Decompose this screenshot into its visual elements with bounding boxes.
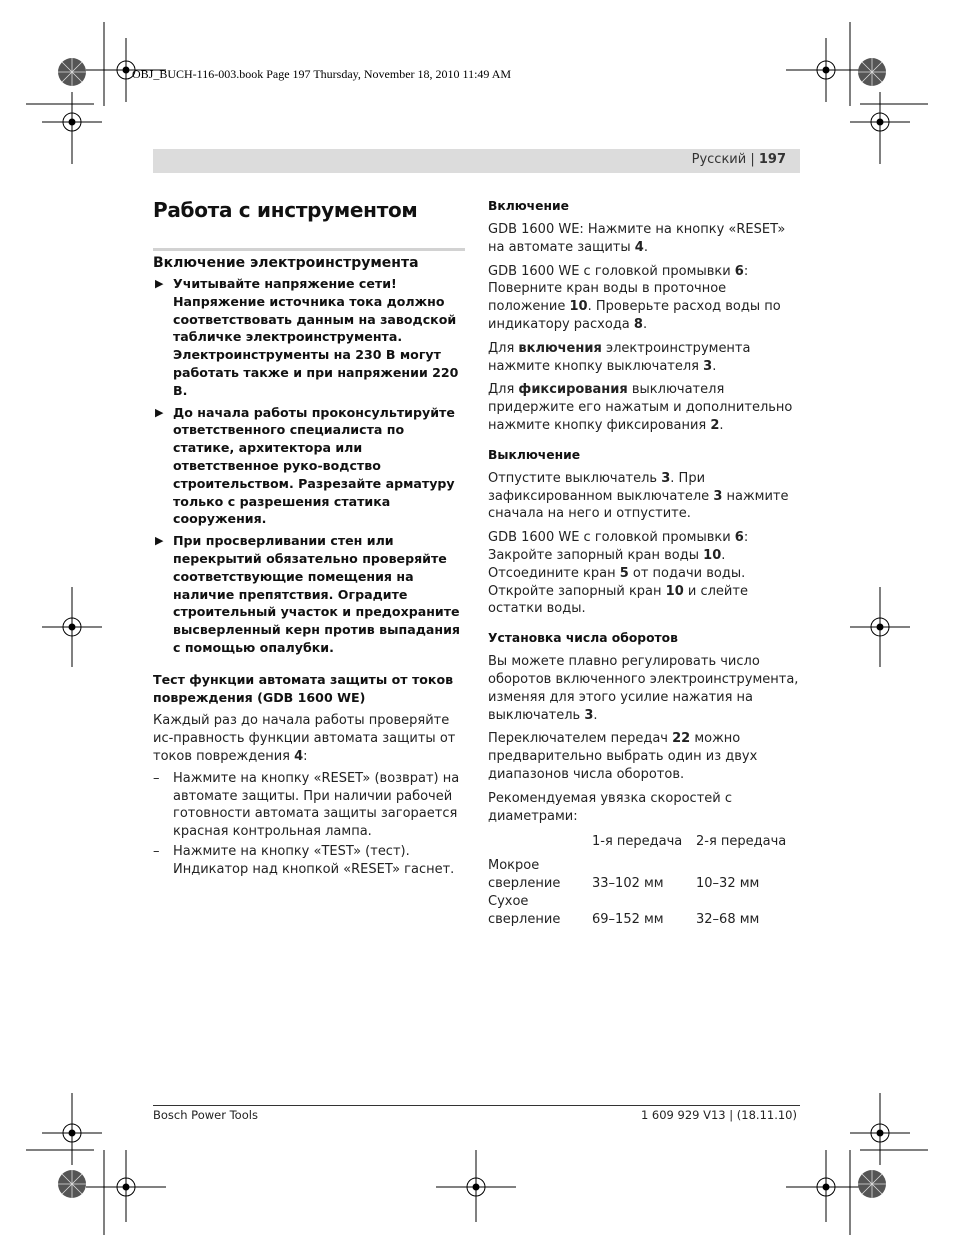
paragraph: Переключателем передач 22 можно предварительно выбрать один из двух диапазонов числа оборотов. xyxy=(488,731,758,782)
running-header xyxy=(153,149,800,173)
black-triangle-right-icon: ▶ xyxy=(155,277,164,290)
dash-item: – Нажмите на кнопку «TEST» (тест). Индикатор над кнопкой «RESET» гаснет. xyxy=(153,843,455,877)
paragraph: GDB 1600 WE с головкой промывки 6: Поверните кран воды в проточное положение 10. Проверьте расход воды по индикатору расхода 8. xyxy=(488,263,781,332)
paragraph: Для включения электроинструмента нажмите кнопку выключателя 3. xyxy=(488,340,751,374)
header-language: Русский | xyxy=(691,152,755,167)
paragraph: GDB 1600 WE: Нажмите на кнопку «RESET» на автомате защиты 4. xyxy=(488,222,786,255)
black-triangle-right-icon: ▶ xyxy=(155,405,164,419)
warning-item: ▶ Учитывайте напряжение сети! Напряжение источника тока должно соответствовать данным на заводской табличке электроинструмента. Электроинструменты на 230 В могут работать также и при напряжении 220 В. xyxy=(155,276,459,398)
table-header: 1-я передача xyxy=(592,834,683,850)
speed-table xyxy=(488,833,786,929)
table-row: Мокрое сверление 33–102 мм 10–32 мм xyxy=(488,858,760,892)
table-header-row xyxy=(488,833,786,851)
paragraph: Отпустите выключатель 3. При зафиксированном выключателе 3 нажмите сначала на него и отпустите. xyxy=(488,470,789,522)
footer-rule xyxy=(153,1105,800,1106)
warning-item: ▶ До начала работы проконсультируйте ответственного специалиста по статике, архитектора или ответственное руко-водство строительством. Разрезайте арматуру только с разрешения статика сооружения. xyxy=(155,404,455,527)
dash-item: – Нажмите на кнопку «RESET» (возврат) на автомате защиты. При наличии рабочей готовности автомата защиты загорается красная контрольная лампа. xyxy=(153,770,460,840)
paragraph: GDB 1600 WE с головкой промывки 6: Закройте запорный кран воды 10. Отсоедините кран 5 от подачи воды. Откройте запорный кран 10 и слейте остатки воды. xyxy=(488,530,749,617)
paragraph: Для фиксирования выключателя придержите его нажатым и дополнительно нажмите кнопку фиксирования 2. xyxy=(488,382,793,433)
page-number: 197 xyxy=(758,152,786,167)
section-title: Включение электроинструмента xyxy=(153,248,465,271)
table-row: Сухое сверление 69–152 мм 32–68 мм xyxy=(488,894,760,928)
left-column xyxy=(153,198,465,879)
subsection-title: Выключение xyxy=(488,447,581,462)
right-column xyxy=(488,198,800,929)
subsection-title: Тест функции автомата защиты от токов повреждения (GDB 1600 WE) xyxy=(153,671,454,705)
subsection-title: Включение xyxy=(488,199,569,213)
paragraph: Вы можете плавно регулировать число оборотов включенного электроинструмента, изменяя для этого усилие нажатия на выключатель 3. xyxy=(488,654,799,723)
warning-item: ▶ При просверливании стен или перекрытий обязательно проверяйте соответствующие помещения на наличие препятствия. Оградите строительный участок и предохраните высверленный керн против выпадания с помощью опалубки. xyxy=(155,533,460,655)
file-info: OBJ_BUCH-116-003.book Page 197 Thursday, November 18, 2010 11:49 AM xyxy=(132,67,512,81)
subsection-title: Установка числа оборотов xyxy=(488,631,678,646)
page-title: Работа с инструментом xyxy=(153,198,418,222)
footer-brand: Bosch Power Tools xyxy=(153,1108,258,1122)
table-header: 2-я передача xyxy=(696,834,787,850)
footer-docnum: 1 609 929 V13 | (18.11.10) xyxy=(640,1108,797,1122)
paragraph: Каждый раз до начала работы проверяйте ис-правность функции автомата защиты от токов повреждения 4: xyxy=(153,713,456,764)
paragraph: Рекомендуемая увязка скоростей с диаметрами: xyxy=(488,790,732,824)
black-triangle-right-icon: ▶ xyxy=(155,534,164,548)
